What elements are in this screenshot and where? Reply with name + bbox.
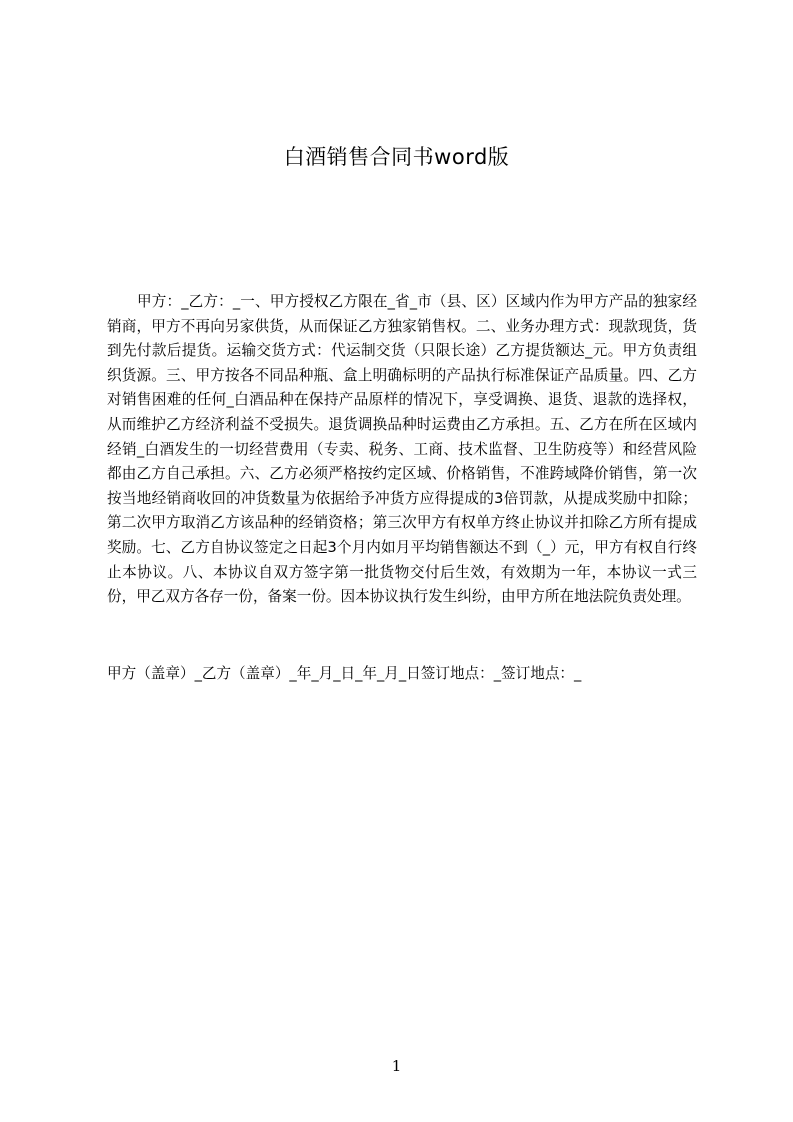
contract-body-paragraph: 甲方：_乙方：_一、甲方授权乙方限在_省_市（县、区）区域内作为甲方产品的独家经销商，甲方不再向另家供货，从而保证乙方独家销售权。二、业务办理方式：现款现货，货到先付款后提货。运输交货方式：代运制交货（只限长途）乙方提货额达_元。甲方负责组织货源。三、甲方按各不同品种瓶、盒上明确标明的产品执行标准保证产品质量。四、乙方对销售困难的任何_白酒品种在保持产品原样的情况下，享受调换、退货、退款的选择权，从而维护乙方经济利益不受损失。退货调换品种时运费由乙方承担。五、乙方在所在区域内经销_白酒发生的一切经营费用（专卖、税务、工商、技术监督、卫生防疫等）和经营风险都由乙方自己承担。六、乙方必须严格按约定区域、价格销售，不准跨域降价销售，第一次按当地经销商收回的冲货数量为依据给予冲货方应得提成的3倍罚款，从提成奖励中扣除；第二次甲方取消乙方该品种的经销资格；第三次甲方有权单方终止协议并扣除乙方所有提成奖励。七、乙方自协议签定之日起3个月内如月平均销售额达不到（_）元，甲方有权自行终止本协议。八、本协议自双方签字第一批货物交付后生效，有效期为一年，本协议一式三份，甲乙双方各存一份，备案一份。因本协议执行发生纠纷，由甲方所在地法院负责处理。 [107, 293, 697, 606]
document-title: 白酒销售合同书word版 [283, 145, 510, 169]
signature-line: 甲方（盖章）_乙方（盖章）_年_月_日_年_月_日签订地点：_签订地点：_ [107, 665, 582, 682]
page-number: 1 [391, 1057, 402, 1075]
